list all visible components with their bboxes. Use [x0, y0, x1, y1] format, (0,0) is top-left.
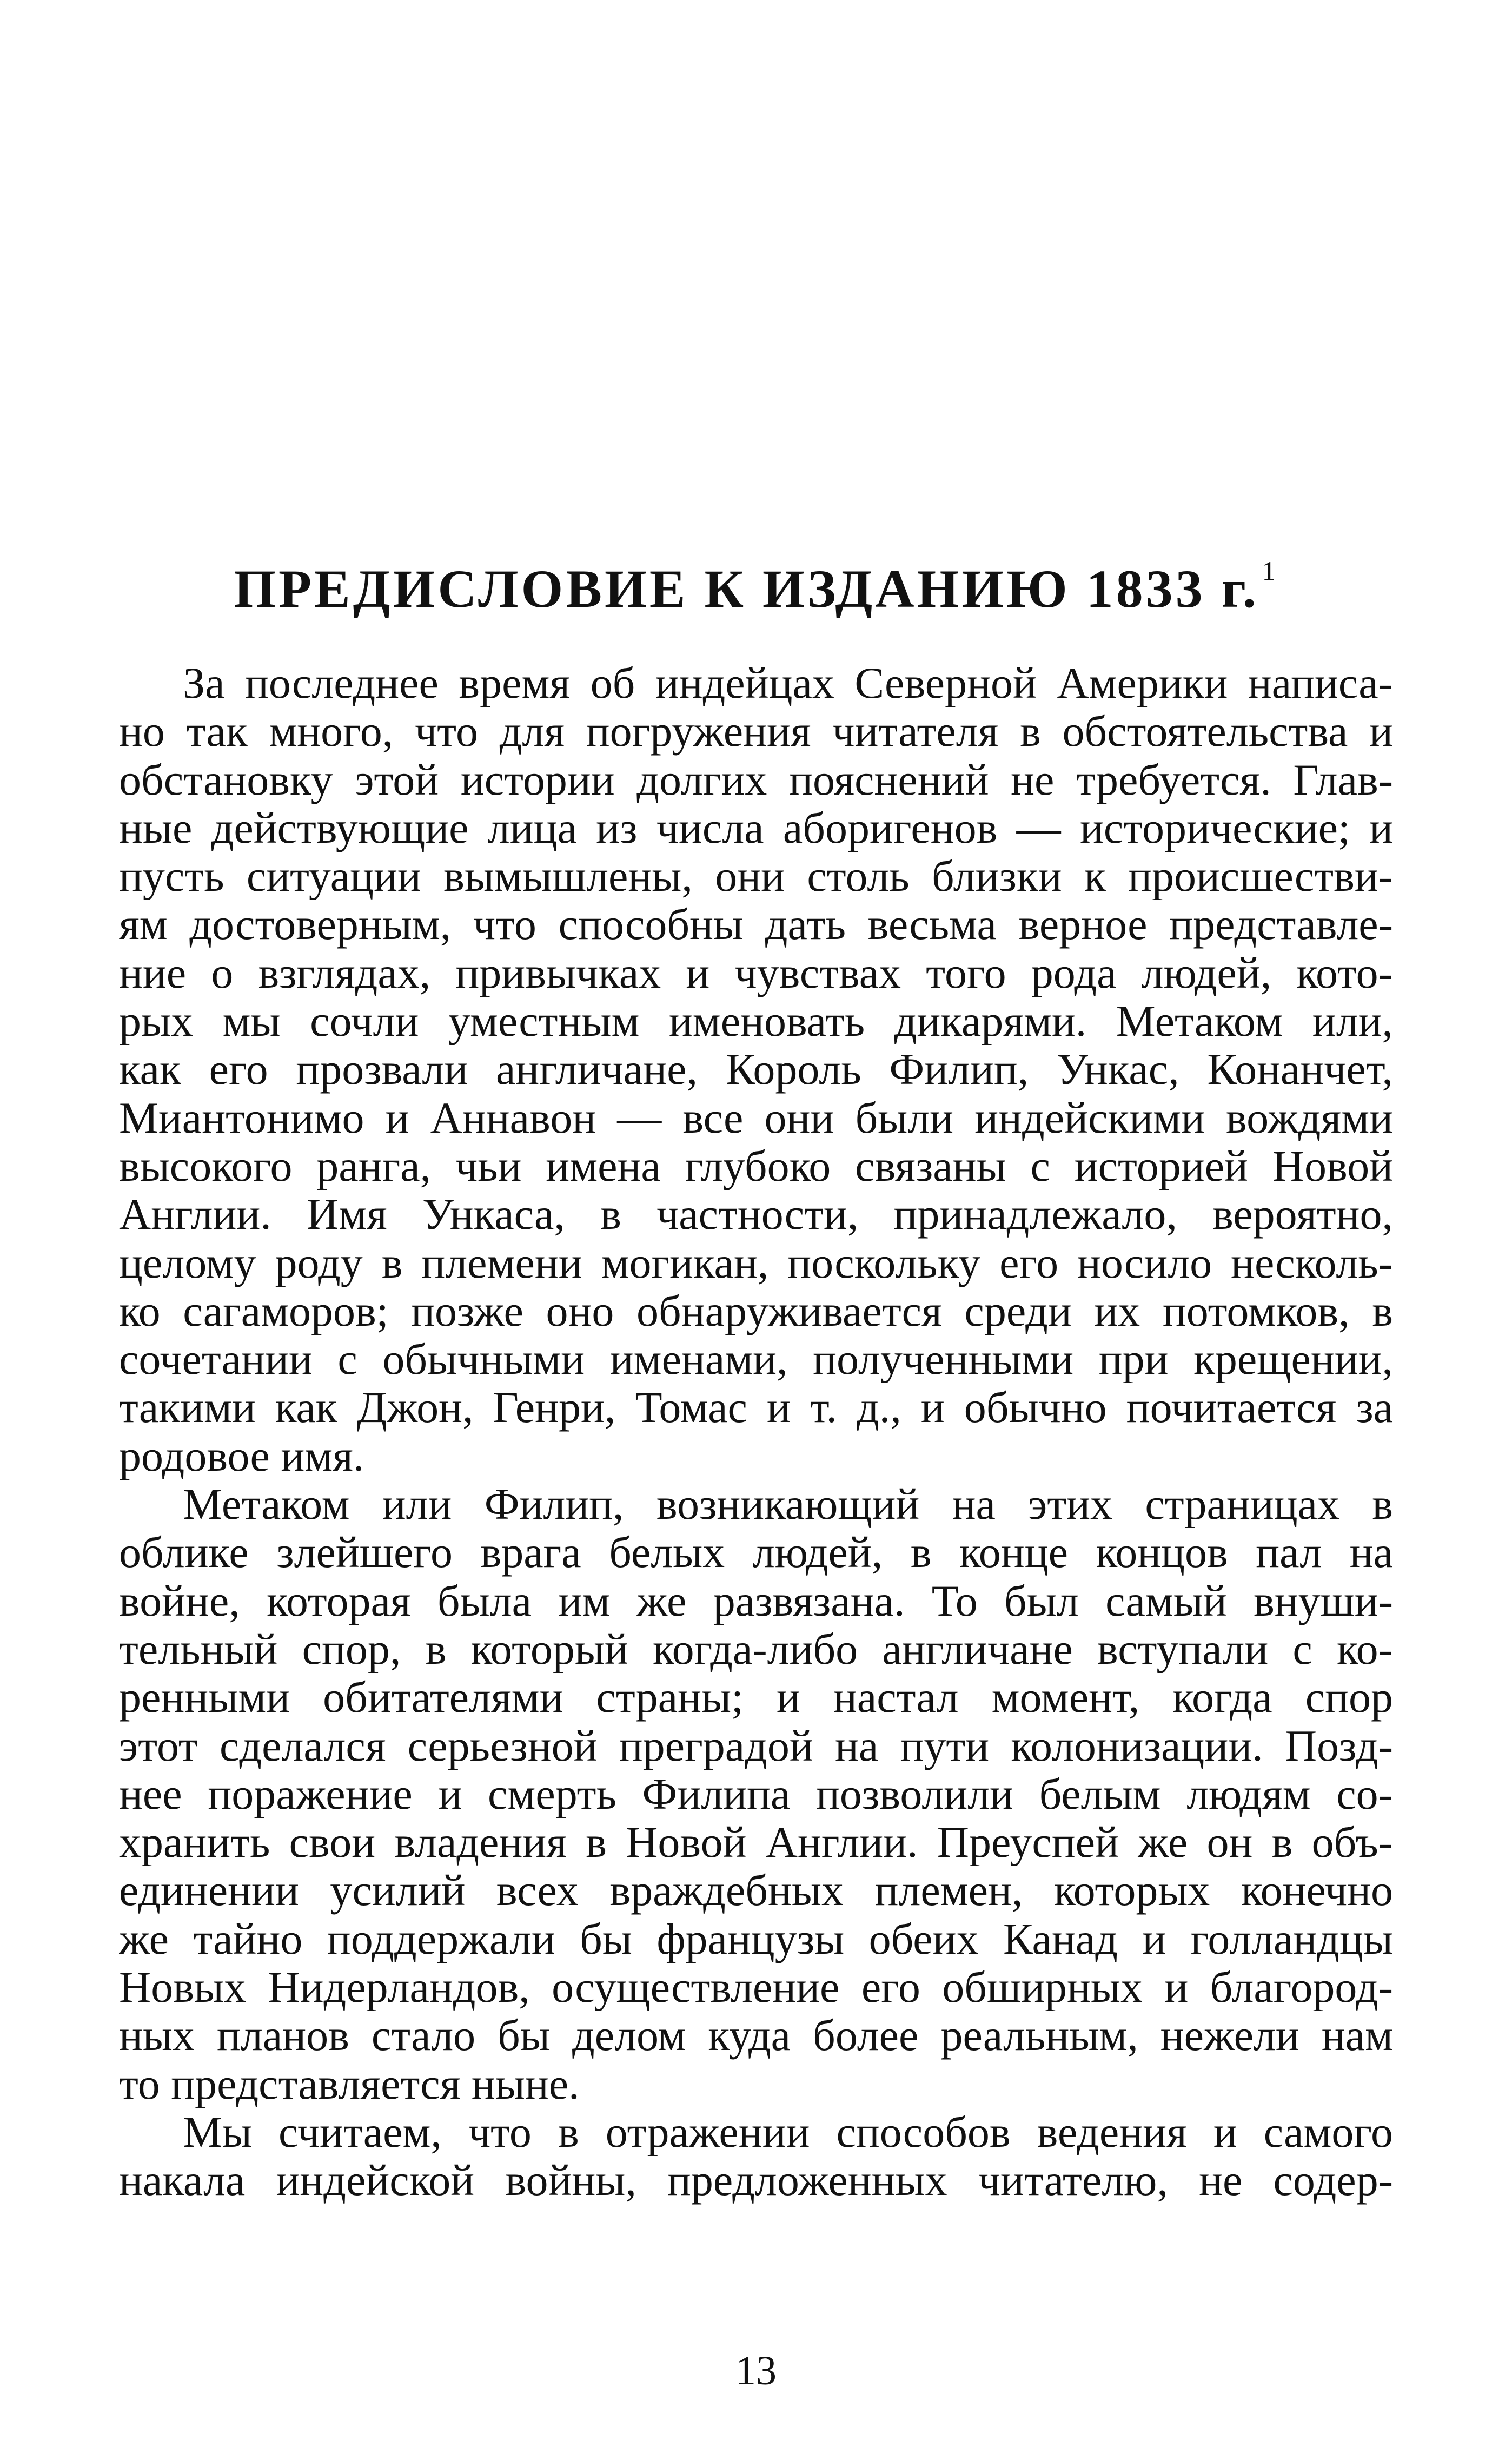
text-line: родовое имя.	[119, 1431, 364, 1480]
text-line: нее поражение и смерть Филипа позволили белым людям со-	[119, 1769, 1393, 1818]
text-line: же тайно поддержали бы французы обеих Канад и голландцы	[119, 1914, 1393, 1963]
text-line: ных планов стало бы делом куда более реальным, нежели нам	[119, 2011, 1393, 2060]
text-line: сочетании с обычными именами, полученными при крещении,	[119, 1335, 1393, 1384]
text-line: войне, которая была им же развязана. То был самый внуши-	[119, 1576, 1393, 1625]
text-line: тельный спор, в который когда-либо англичане вступали с ко-	[119, 1624, 1393, 1674]
text-line: ко сагаморов; позже оно обнаруживается среди их потомков, в	[119, 1286, 1393, 1335]
text-line: обстановку этой истории долгих пояснений не требуется. Глав-	[119, 755, 1393, 804]
text-line: ям достоверным, что способны дать весьма верное представле-	[119, 900, 1393, 949]
text-line: как его прозвали англичане, Король Филип, Ункас, Конанчет,	[119, 1045, 1393, 1094]
text-line: единении усилий всех враждебных племен, которых конечно	[119, 1866, 1393, 1915]
text-line: хранить свои владения в Новой Англии. Преуспей же он в объ-	[119, 1818, 1393, 1867]
chapter-title: ПРЕДИСЛОВИЕ К ИЗДАНИЮ 1833 г.	[234, 559, 1259, 619]
text-line: рых мы сочли уместным именовать дикарями. Метаком или,	[119, 997, 1393, 1046]
text-line: ренными обитателями страны; и настал момент, когда спор	[119, 1673, 1393, 1722]
text-line: Метаком или Филип, возникающий на этих страницах в	[183, 1480, 1393, 1529]
text-line: ние о взглядах, привычках и чувствах того рода людей, кото-	[119, 948, 1393, 997]
text-line: высокого ранга, чьи имена глубоко связаны с историей Новой	[119, 1141, 1393, 1191]
paragraph-1	[119, 659, 1393, 1480]
text-line: целому роду в племени могикан, поскольку его носило несколь-	[119, 1238, 1393, 1287]
text-line: ные действующие лица из числа аборигенов — исторические; и	[119, 803, 1393, 852]
text-line: Новых Нидерландов, осуществление его обширных и благород-	[119, 1963, 1393, 2012]
footnote-reference: 1	[1262, 556, 1278, 586]
text-line: но так много, что для погружения читателя в обстоятельства и	[119, 707, 1393, 756]
text-line: такими как Джон, Генри, Томас и т. д., и обычно почитается за	[119, 1383, 1393, 1432]
text-line: Мы считаем, что в отражении способов ведения и самого	[183, 2107, 1393, 2157]
text-line: пусть ситуации вымышлены, они столь близки к происшестви-	[119, 852, 1393, 901]
page-number: 13	[735, 2348, 777, 2393]
text-line: то представляется ныне.	[119, 2059, 580, 2108]
body-text	[119, 659, 1393, 2205]
text-line: облике злейшего врага белых людей, в конце концов пал на	[119, 1528, 1393, 1577]
text-line: Миантонимо и Аннавон — все они были индейскими вождями	[119, 1093, 1393, 1142]
text-line: За последнее время об индейцах Северной Америки написа-	[183, 659, 1393, 707]
chapter-heading	[119, 556, 1393, 619]
paragraph-2	[119, 1480, 1393, 2108]
text-line: этот сделался серьезной преградой на пути колонизации. Позд-	[119, 1721, 1393, 1770]
paragraph-3	[119, 2108, 1393, 2205]
text-line: накала индейской войны, предложенных читателю, не содер-	[119, 2156, 1393, 2205]
text-line: Англии. Имя Ункаса, в частности, принадлежало, вероятно,	[119, 1190, 1393, 1239]
